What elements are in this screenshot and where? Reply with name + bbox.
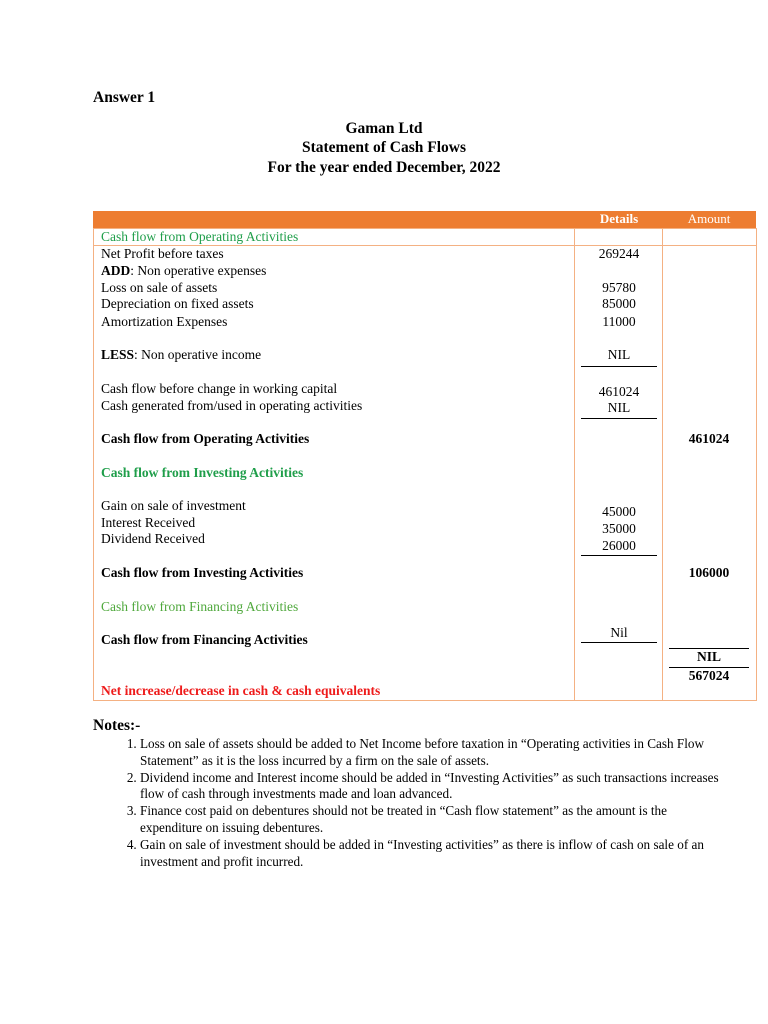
interest-label: Interest Received: [101, 515, 196, 530]
gain-label: Gain on sale of investment: [101, 498, 246, 513]
net-amount: 567024: [688, 668, 730, 683]
operating-total-amount: 461024: [688, 431, 730, 446]
border-bottom: [93, 700, 756, 701]
details-header: Details: [599, 211, 639, 226]
dividend-underline: [581, 555, 657, 556]
before-wc-label: Cash flow before change in working capital: [101, 381, 338, 396]
add-keyword: ADD: [101, 263, 131, 278]
depreciation-label: Depreciation on fixed assets: [101, 296, 254, 311]
less-value: NIL: [607, 347, 631, 362]
note-item: 2. Dividend income and Interest income should be added in “Investing Activities” as such transactions increases flow of cash through investments made and loan advanced.: [140, 770, 720, 804]
note-item: 1. Loss on sale of assets should be added to Net Income before taxation in “Operating activities in Cash Flow Statement” as it is the loss incurred by a firm on the sale of assets.: [140, 736, 720, 770]
financing-total-label: Cash flow from Financing Activities: [101, 632, 308, 647]
generated-underline: [581, 418, 657, 419]
answer-heading: Answer 1: [93, 89, 156, 106]
notes-list: [105, 736, 720, 870]
less-underline: [581, 366, 657, 367]
operating-section-title: Cash flow from Operating Activities: [101, 229, 299, 244]
generated-label: Cash generated from/used in operating activities: [101, 398, 363, 413]
add-row: [101, 263, 266, 279]
financing-section-title: Cash flow from Financing Activities: [101, 599, 299, 614]
net-change-label: Net increase/decrease in cash & cash equivalents: [101, 683, 381, 698]
amortization-value: 11000: [602, 314, 636, 329]
border-right: [756, 228, 757, 701]
financing-underline: [581, 642, 657, 643]
investing-total-label: Cash flow from Investing Activities: [101, 565, 304, 580]
loss-on-sale-label: Loss on sale of assets: [101, 280, 218, 295]
add-label: : Non operative expenses: [130, 263, 267, 278]
border-left: [93, 228, 94, 701]
amount-header: Amount: [687, 211, 731, 226]
generated-value: NIL: [607, 400, 631, 415]
note-item: 4. Gain on sale of investment should be added in “Investing activities” as there is inflow of cash on sale of an investment and profit incurred.: [140, 837, 720, 871]
statement-title: Statement of Cash Flows: [301, 139, 467, 156]
investing-section-title: Cash flow from Investing Activities: [101, 465, 304, 480]
notes-title: Notes:-: [93, 717, 141, 734]
company-name: Gaman Ltd: [345, 120, 423, 137]
before-wc-value: 461024: [598, 384, 640, 399]
net-profit-value: 269244: [598, 246, 640, 261]
less-keyword: LESS: [101, 347, 135, 362]
gain-value: 45000: [602, 504, 636, 519]
investing-total-amount: 106000: [688, 565, 730, 580]
dividend-label: Dividend Received: [101, 531, 205, 546]
net-profit-label: Net Profit before taxes: [101, 246, 224, 261]
depreciation-value: 85000: [602, 296, 636, 311]
less-row: [101, 347, 261, 363]
loss-on-sale-value: 95780: [602, 280, 636, 295]
operating-total-label: Cash flow from Operating Activities: [101, 431, 310, 446]
financing-total-amount: NIL: [696, 649, 721, 664]
financing-value: Nil: [610, 625, 628, 640]
note-item: 3. Finance cost paid on debentures should not be treated in “Cash flow statement” as the amount is the expenditure on issuing debentures.: [140, 803, 720, 837]
less-label: : Non operative income: [134, 347, 262, 362]
interest-value: 35000: [602, 521, 636, 536]
amortization-label: Amortization Expenses: [101, 314, 228, 329]
period-title: For the year ended December, 2022: [267, 159, 501, 176]
dividend-value: 26000: [602, 538, 636, 553]
